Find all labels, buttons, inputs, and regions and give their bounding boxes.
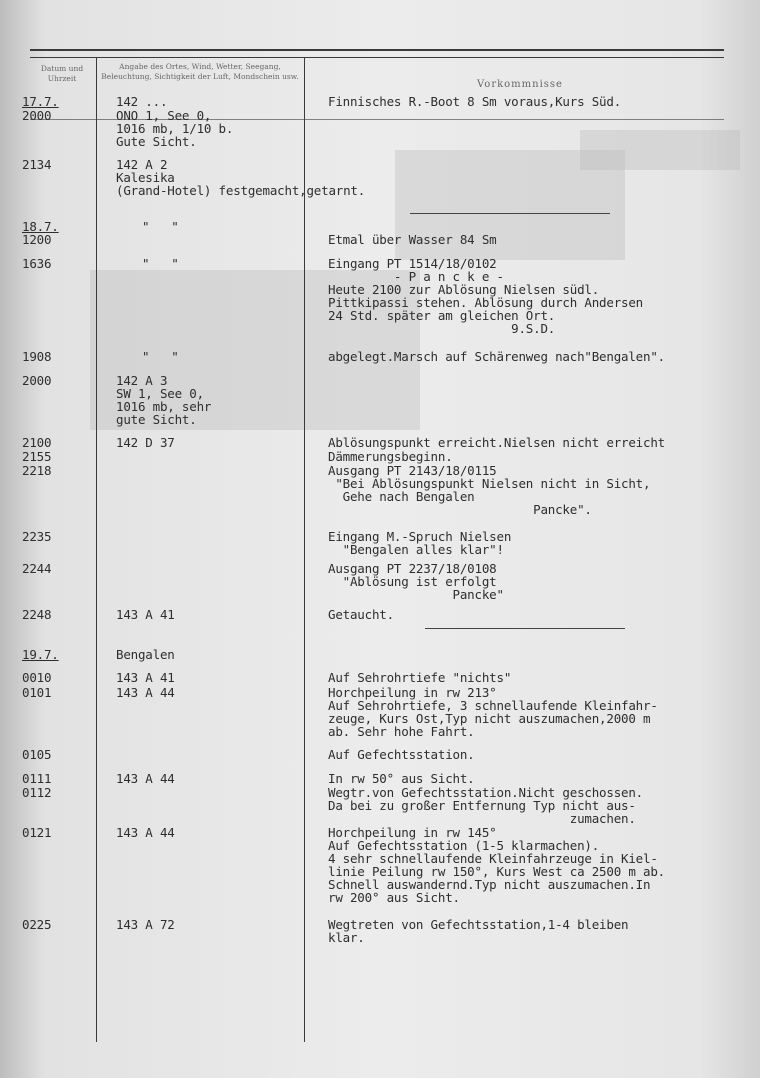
entry-remark: Ausgang PT 2237/18/0108 "Ablösung ist erfolgt Pancke" (328, 561, 504, 602)
entry-time: 0121 (22, 825, 52, 840)
entry-location: 143 A 44 (116, 825, 175, 840)
entry-remark: abgelegt.Marsch auf Schärenweg nach"Bengalen". (328, 349, 665, 364)
entry-date: 19.7. (22, 647, 59, 662)
header-remarks: Vorkommnisse (477, 79, 563, 90)
entry-time: 2248 (22, 607, 52, 622)
entry-remark: Getaucht. (328, 607, 394, 622)
entry-location: 143 A 72 (116, 917, 175, 932)
separator-line (425, 628, 625, 629)
entry-remark: Eingang PT 1514/18/0102 - P a n c k e - Heute 2100 zur Ablösung Nielsen südl. Pittkipassi stehen. Ablösung durch Andersen 24 Std. später am gleichen Ort. 9.S.D. (328, 256, 644, 336)
column-divider-1 (96, 57, 97, 1042)
entry-time: 0010 (22, 670, 52, 685)
header-location: Angabe des Ortes, Wind, Wetter, Seegang, Beleuchtung, Sichtigkeit der Luft, Mondschein usw. (101, 62, 299, 81)
entry-date: 18.7. (22, 219, 59, 234)
entry-location: 142 A 3 SW 1, See 0, 1016 mb, sehr gute Sicht. (116, 373, 212, 427)
entry-location: 142 ... (116, 94, 168, 109)
entry-time: 0225 (22, 917, 52, 932)
entry-location: " " (142, 349, 179, 364)
entry-remark: Dämmerungsbeginn. (328, 449, 453, 464)
top-rule (30, 49, 724, 51)
column-divider-2 (304, 57, 305, 1042)
entry-remark: Auf Gefechtsstation. (328, 747, 475, 762)
entry-time: 0112 (22, 785, 52, 800)
entry-location: ONO 1, See 0, 1016 mb, 1/10 b. Gute Sicht. (116, 108, 234, 149)
entry-location: 142 D 37 (116, 435, 175, 450)
entry-remark: In rw 50° aus Sicht. (328, 771, 475, 786)
entry-time: 2155 (22, 449, 52, 464)
entry-remark: Etmal über Wasser 84 Sm (328, 232, 497, 247)
entry-remark: Finnisches R.-Boot 8 Sm voraus,Kurs Süd. (328, 94, 622, 109)
entry-time: 2235 (22, 529, 52, 544)
entry-remark: Eingang M.-Spruch Nielsen "Bengalen alles klar"! (328, 529, 512, 557)
entry-location: 143 A 41 (116, 670, 175, 685)
entry-time: 2000 (22, 373, 52, 388)
top-rule-thin (30, 57, 724, 58)
entry-time: 0105 (22, 747, 52, 762)
entry-date: 17.7. (22, 94, 59, 109)
entry-time: 2000 (22, 108, 52, 123)
entry-remark: Horchpeilung in rw 145° Auf Gefechtsstation (1-5 klarmachen). 4 sehr schnellaufende Kleinfahrzeuge in Kiel- linie Peilung rw 150°, Kurs West ca 2500 m ab. Schnell auswandernd.Typ nicht auszumachen.In rw 200° aus Sicht. (328, 825, 665, 905)
entry-time: 1200 (22, 232, 52, 247)
entry-remark: Ausgang PT 2143/18/0115 "Bei Ablösungspunkt Nielsen nicht in Sicht, Gehe nach Bengalen Pancke". (328, 463, 651, 517)
entry-location: 143 A 41 (116, 607, 175, 622)
entry-time: 2134 (22, 157, 52, 172)
separator-line (410, 213, 610, 214)
entry-time: 1908 (22, 349, 52, 364)
entry-location: 142 A 2 Kalesika (Grand-Hotel) festgemacht,getarnt. (116, 157, 366, 198)
header-datetime: Datum und Uhrzeit (40, 64, 84, 83)
entry-location: Bengalen (116, 647, 175, 662)
entry-remark: Ablösungspunkt erreicht.Nielsen nicht erreicht (328, 435, 665, 450)
entry-time: 2244 (22, 561, 52, 576)
bleed-through (580, 130, 740, 170)
entry-time: 2218 (22, 463, 52, 478)
entry-time: 2100 (22, 435, 52, 450)
entry-time: 0101 (22, 685, 52, 700)
entry-location: 143 A 44 (116, 685, 175, 700)
entry-time: 1636 (22, 256, 52, 271)
entry-location: " " (142, 256, 179, 271)
entry-location: " " (142, 219, 179, 234)
entry-remark: Wegtreten von Gefechtsstation,1-4 bleiben klar. (328, 917, 629, 945)
entry-remark: Auf Sehrohrtiefe "nichts" (328, 670, 512, 685)
entry-remark: Horchpeilung in rw 213° Auf Sehrohrtiefe, 3 schnellaufende Kleinfahr- zeuge, Kurs Ost,Typ nicht auszumachen,2000 m ab. Sehr hohe Fahrt. (328, 685, 658, 739)
entry-time: 0111 (22, 771, 52, 786)
entry-remark: Wegtr.von Gefechtsstation.Nicht geschossen. Da bei zu großer Entfernung Typ nicht aus- zumachen. (328, 785, 644, 826)
entry-location: 143 A 44 (116, 771, 175, 786)
